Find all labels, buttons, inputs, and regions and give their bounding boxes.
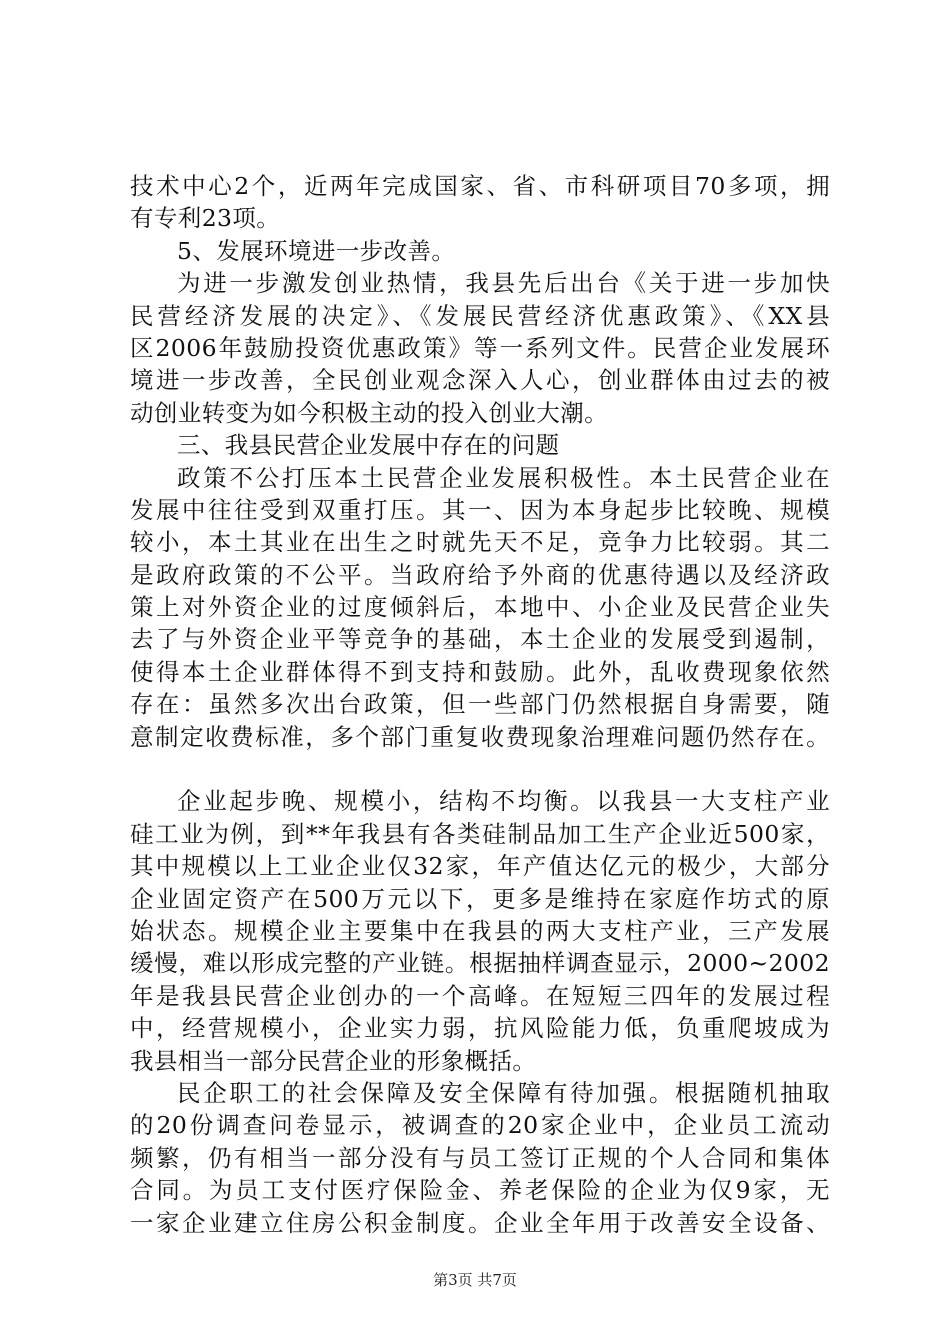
text-line: 为进一步激发创业热情，我县先后出台《关于进一步加快 [177, 269, 830, 298]
text-line: 意制定收费标准，多个部门重复收费现象治理难问题仍然存在。 [130, 722, 830, 751]
text-line: 民企职工的社会保障及安全保障有待加强。根据随机抽取 [177, 1078, 830, 1107]
text-line: 合同。为员工支付医疗保险金、养老保险的企业为仅9家，无 [130, 1176, 830, 1205]
text-line: 策上对外资企业的过度倾斜后，本地中、小企业及民营企业失 [130, 593, 830, 622]
text-line: 5、发展环境进一步改善。 [177, 236, 456, 265]
text-line: 缓慢，难以形成完整的产业链。根据抽样调查显示，2000~2002 [130, 949, 830, 978]
document-body [130, 170, 830, 1239]
paragraph-gap [130, 753, 830, 785]
text-line: 去了与外资企业平等竞争的基础，本土企业的发展受到遏制， [130, 625, 830, 654]
text-line: 境进一步改善，全民创业观念深入人心，创业群体由过去的被 [130, 366, 830, 395]
text-line: 中，经营规模小，企业实力弱，抗风险能力低，负重爬坡成为 [130, 1014, 830, 1043]
text-line: 区2006年鼓励投资优惠政策》等一系列文件。民营企业发展环 [130, 333, 830, 362]
text-line: 三、我县民营企业发展中存在的问题 [177, 431, 560, 460]
text-line: 频繁，仍有相当一部分没有与员工签订正规的个人合同和集体 [130, 1143, 830, 1172]
text-line: 民营经济发展的决定》、《发展民营经济优惠政策》、《XX县 [130, 301, 830, 330]
text-line: 有专利23项。 [130, 204, 281, 233]
text-line: 企业起步晚、规模小，结构不均衡。以我县一大支柱产业 [177, 787, 830, 816]
text-line: 其中规模以上工业企业仅32家，年产值达亿元的极少，大部分 [130, 852, 830, 881]
text-line: 的20份调查问卷显示，被调查的20家企业中，企业员工流动 [130, 1111, 830, 1140]
text-line: 年是我县民营企业创办的一个高峰。在短短三四年的发展过程 [130, 981, 830, 1010]
text-line: 企业固定资产在500万元以下，更多是维持在家庭作坊式的原 [130, 884, 830, 913]
text-line: 发展中往往受到双重打压。其一、因为本身起步比较晚、规模 [130, 495, 830, 524]
text-line: 始状态。规模企业主要集中在我县的两大支柱产业，三产发展 [130, 916, 830, 945]
text-line: 我县相当一部分民营企业的形象概括。 [130, 1046, 537, 1075]
page-footer: 第3页 共7页 [433, 1271, 517, 1289]
text-section-before-gap [130, 170, 830, 753]
text-line: 是政府政策的不公平。当政府给予外商的优惠待遇以及经济政 [130, 560, 830, 589]
text-line: 存在：虽然多次出台政策，但一些部门仍然根据自身需要，随 [130, 690, 830, 719]
text-line: 一家企业建立住房公积金制度。企业全年用于改善安全设备、 [130, 1208, 830, 1237]
text-line: 较小，本土其业在出生之时就先天不足，竞争力比较弱。其二 [130, 528, 830, 557]
text-line: 技术中心2个，近两年完成国家、省、市科研项目70多项，拥 [130, 172, 830, 200]
text-line: 动创业转变为如今积极主动的投入创业大潮。 [130, 398, 608, 427]
text-line: 硅工业为例，到**年我县有各类硅制品加工生产企业近500家， [130, 819, 830, 848]
text-line: 政策不公打压本土民营企业发展积极性。本土民营企业在 [177, 463, 830, 492]
text-line: 使得本土企业群体得不到支持和鼓励。此外，乱收费现象依然 [130, 657, 830, 686]
text-section-after-gap [130, 785, 830, 1238]
